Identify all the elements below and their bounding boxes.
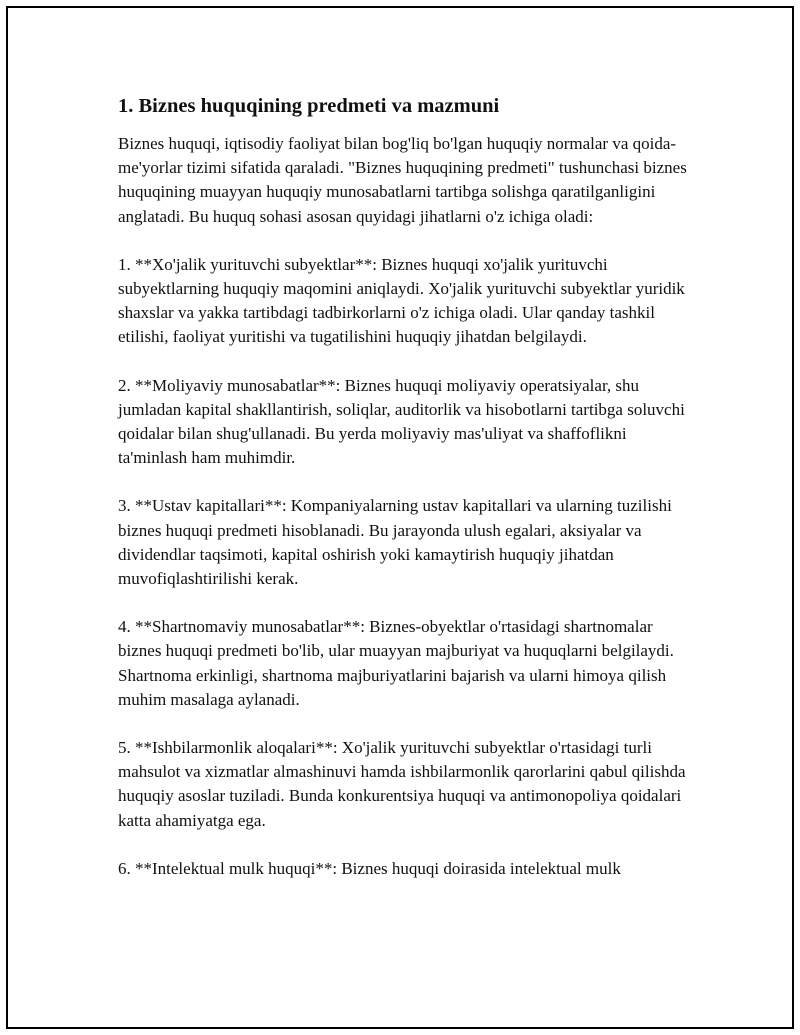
list-item-3: 3. **Ustav kapitallari**: Kompaniyalarning ustav kapitallari va ularning tuzilishi biznes huquqi predmeti hisoblanadi. Bu jarayonda ulush egalari, aksiyalar va dividendlar taqsimoti, kapital oshirish yoki kamaytirish huquqiy jihatdan muvofiqlashtirilishi kerak. <box>118 496 672 589</box>
list-item-2: 2. **Moliyaviy munosabatlar**: Biznes huquqi moliyaviy operatsiyalar, shu jumladan kapital shakllantirish, soliqlar, auditorlik va hisobotlarni tartibga soluvchi qoidalar bilan shug'ullanadi. Bu yerda moliyaviy mas'uliyat va shaffoflikni ta'minlash ham muhimdir. <box>118 375 685 468</box>
list-item-6: 6. **Intelektual mulk huquqi**: Biznes huquqi doirasida intelektual mulk <box>118 858 621 878</box>
list-item-4: 4. **Shartnomaviy munosabatlar**: Biznes-obyektlar o'rtasidagi shartnomalar biznes huquqi predmeti bo'lib, ular muayyan majburiyat va huquqlarni belgilaydi. Shartnoma erkinligi, shartnoma majburiyatlarini bajarish va ularni himoya qilish muhim masalaga aylanadi. <box>118 617 674 709</box>
intro-paragraph: Biznes huquqi, iqtisodiy faoliyat bilan bog'liq bo'lgan huquqiy normalar va qoida-me'yorlar tizimi sifatida qaraladi. "Biznes huquqining predmeti" tushunchasi biznes huquqining muayyan huquqiy munosabatlarni tartibga solishga qaratilganligini anglatadi. Bu huquq sohasi asosan quyidagi jihatlarni o'z ichiga oladi: <box>118 134 687 226</box>
document-title: 1. Biznes huquqining predmeti va mazmuni <box>118 95 500 117</box>
document-body <box>118 94 688 905</box>
list-item-5: 5. **Ishbilarmonlik aloqalari**: Xo'jalik yurituvchi subyektlar o'rtasidagi turli mahsulot va xizmatlar almashinuvi hamda ishbilarmonlik qarorlarini qabul qilishda huquqiy asoslar tuziladi. Bunda konkurentsiya huquqi va antimonopoliya qoidalari katta ahamiyatga ega. <box>118 738 686 830</box>
document-page <box>6 6 794 1029</box>
list-item-1: 1. **Xo'jalik yurituvchi subyektlar**: Biznes huquqi xo'jalik yurituvchi subyektlarning huquqiy maqomini aniqlaydi. Xo'jalik yurituvchi subyektlar yuridik shaxslar va yakka tartibdagi tadbirkorlarni o'z ichiga oladi. Ular qanday tashkil etilishi, faoliyat yuritishi va tugatilishini huquqiy jihatdan belgilaydi. <box>118 254 685 347</box>
